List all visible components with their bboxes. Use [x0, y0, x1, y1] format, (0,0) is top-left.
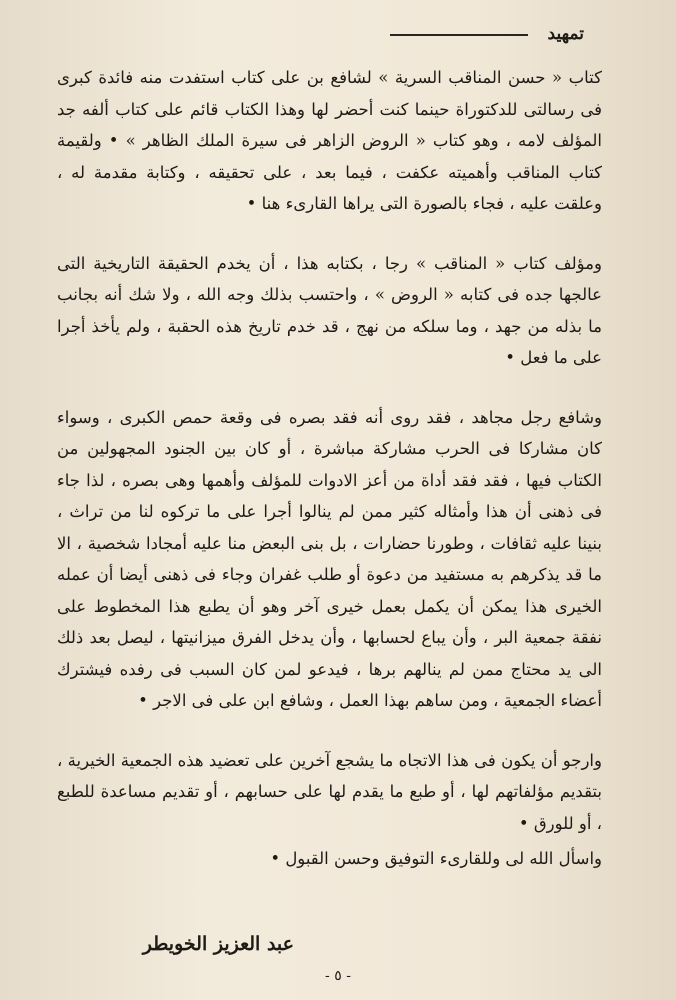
paragraph-3: وشافع رجل مجاهد ، فقد روى أنه فقد بصره فى وقعة حمص الكبرى ، وسواء كان مشاركا فى الحرب مشاركة مباشرة ، أو كان بين الجنود المجهولين من الكتاب فيها ، فقد فقد أداة من أعز الادوات للمؤلف وأهمها وهى بصره ، لذا جاء فى ذهنى أن هذا وأمثاله كثير ممن لم ينالوا أجرا على ما تركوه لنا من تراث ، بنينا عليه ثقافات ، وطورنا حضارات ، بل بنى البعض منا عليه أمجادا شخصية ، الا ما قد يذكرهم به مستفيد من دعوة أو طلب غفران وجاء فى ذهنى أيضا أن عمله الخيرى هذا يمكن أن يكمل بعمل خيرى آخر وهو أن يطبع هذا المخطوط على نفقة جمعية البر ، وأن يباع لحسابها ، وأن يدخل الفرق ميزانيتها ، ليصل بعد ذلك الى يد محتاج ممن لم ينالهم برها ، فيدعو لمن كان السبب فى رفده فيشترك أعضاء الجمعية ، ومن ساهم بهذا العمل ، وشافع ابن على فى الاجر •: [57, 407, 602, 710]
paragraph-5: واسأل الله لى وللقارىء التوفيق وحسن القبول •: [270, 849, 602, 868]
paragraph-1: كتاب « حسن المناقب السرية » لشافع بن على كتاب استفدت منه فائدة كبرى فى رسالتى للدكتوراة حينما كنت أحضر لها وهذا الكتاب قائم على كتاب ألفه جد المؤلف لامه ، وهو كتاب « الروض الزاهر فى سيرة الملك الظاهر » • ولقيمة كتاب المناقب وأهميته عكفت ، فيما بعد ، على تحقيقه ، وكتابة مقدمة له ، وعلقت عليه ، فجاء بالصورة التى يراها القارىء هنا •: [57, 68, 602, 213]
page-body: [57, 62, 602, 903]
paragraph-4: وارجو أن يكون فى هذا الاتجاه ما يشجع آخرين على تعضيد هذه الجمعية الخيرية ، بتقديم مؤلفاتهم لها ، أو طبع ما يقدم لها على حسابهم ، أو تقديم مساعدة للطبع ، أو للورق •: [57, 750, 602, 833]
paragraph-2: ومؤلف كتاب « المناقب » رجا ، بكتابه هذا ، أن يخدم الحقيقة التاريخية التى عالجها جده فى كتابه « الروض » ، واحتسب بذلك وجه الله ، ولا شك أنه بجانب ما بذله من جهد ، وما سلكه من نهج ، قد خدم تاريخ هذه الحقبة ، ولم يأخذ أجرا على ما فعل •: [57, 253, 602, 367]
page-header: [60, 22, 584, 48]
title-underline-rule: [390, 34, 528, 36]
page-number: - ٥ -: [325, 968, 351, 984]
page-title: تمهيد: [547, 24, 584, 44]
author-signature: عبد العزيز الخويطر: [142, 933, 294, 955]
